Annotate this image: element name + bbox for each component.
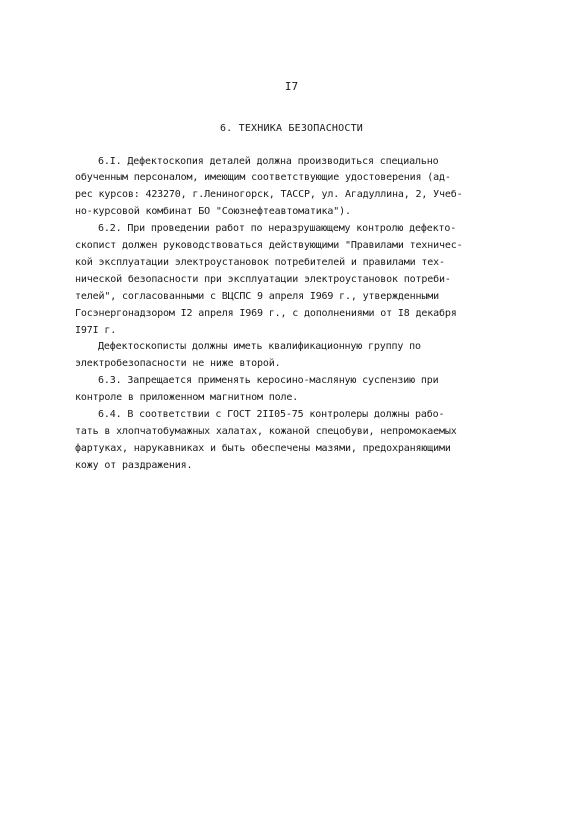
text-line: 6.I. Дефектоскопия деталей должна производиться специально (98, 156, 439, 167)
text-line: фартуках, нарукавниках и быть обеспечены мазями, предохраняющими (75, 443, 451, 454)
text-line: нической безопасности при эксплуатации электроустановок потреби- (75, 274, 451, 285)
page-number: I7 (284, 80, 299, 93)
text-line: телей", согласованными с ВЦСПС 9 апреля I969 г., утвержденными (75, 291, 439, 302)
text-line: но-курсовой комбинат БО "Союзнефтеавтоматика"). (75, 206, 351, 217)
text-line: 6.4. В соответствии с ГОСТ 2II05-75 контролеры должны рабо- (98, 409, 445, 420)
text-line: скопист должен руководствоваться действующими "Правилами техничес- (75, 240, 463, 251)
text-line: электробезопасности не ниже второй. (75, 358, 281, 369)
text-line: рес курсов: 423270, г.Лениногорск, ТАССР, ул. Агадуллина, 2, Учеб- (75, 189, 463, 200)
text-line: 6.3. Запрещается применять керосино-масляную суспензию при (98, 375, 439, 386)
text-line: кожу от раздражения. (75, 460, 193, 471)
text-line: Госэнергонадзором I2 апреля I969 г., с дополнениями от I8 декабря (75, 308, 457, 319)
text-line: тать в хлопчатобумажных халатах, кожаной спецобуви, непромокаемых (75, 426, 457, 437)
text-line: I97I г. (75, 325, 117, 336)
text-line: обученным персоналом, имеющим соответствующие удостоверения (ад- (75, 172, 451, 183)
text-line: кой эксплуатации электроустановок потребителей и правилами тех- (75, 257, 445, 268)
section-title: 6. ТЕХНИКА БЕЗОПАСНОСТИ (219, 123, 364, 134)
text-line: Дефектоскописты должны иметь квалификационную группу по (98, 341, 421, 352)
text-line: 6.2. При проведении работ по неразрушающему контролю дефекто- (98, 223, 457, 234)
text-line: контроле в приложенном магнитном поле. (75, 392, 299, 403)
